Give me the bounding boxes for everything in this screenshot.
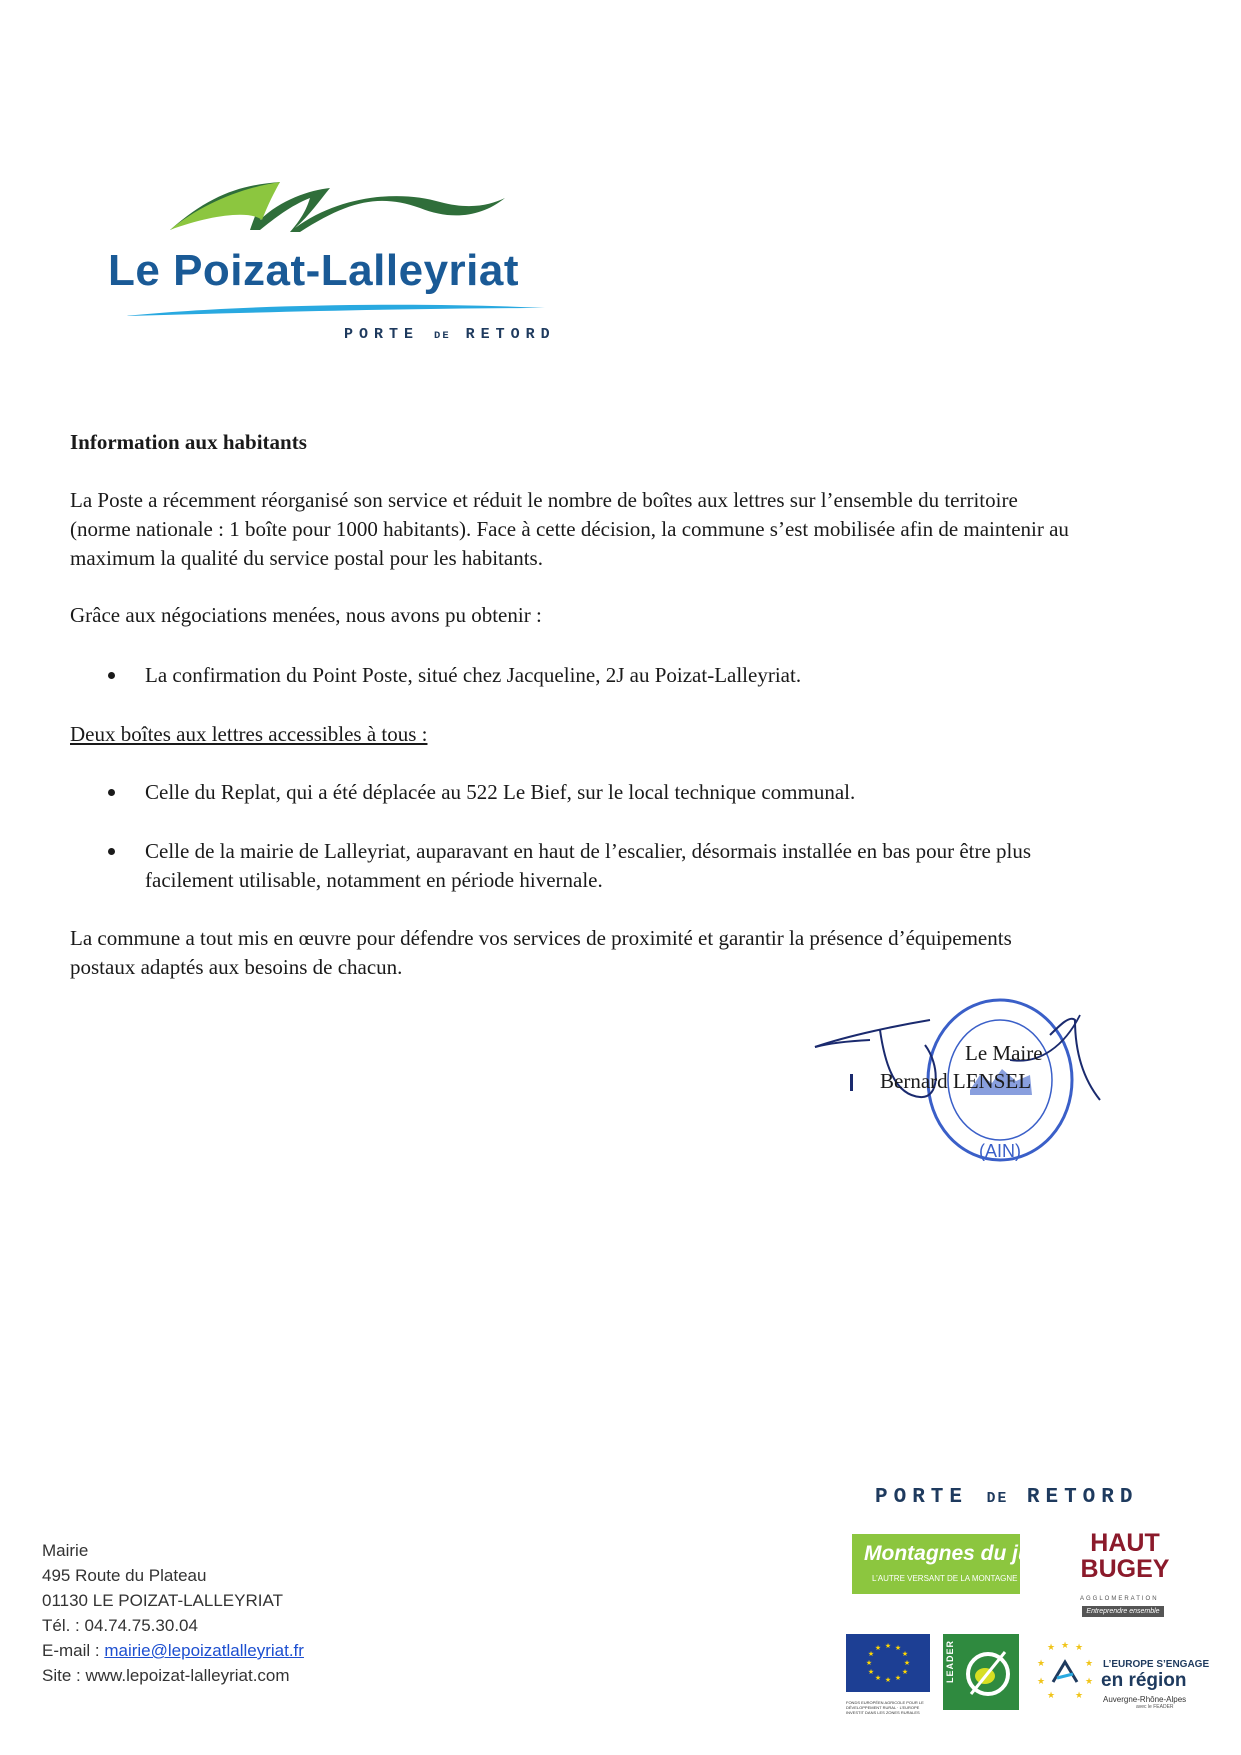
svg-text:★: ★ — [884, 1642, 892, 1650]
svg-text:★: ★ — [1084, 1659, 1094, 1669]
signatory-title: Le Maire — [965, 1041, 1043, 1065]
svg-text:(AIN): (AIN) — [979, 1141, 1021, 1161]
svg-text:★: ★ — [874, 1644, 882, 1652]
svg-text:★: ★ — [867, 1650, 875, 1658]
montagnes-name: Montagnes du jura — [864, 1542, 1051, 1565]
email-label: E-mail : — [42, 1641, 105, 1660]
paragraph-negotiations: Grâce aux négociations menées, nous avons pu obtenir : — [70, 603, 542, 627]
logo-title: Le Poizat-Lalleyriat — [108, 246, 520, 295]
paragraph-intro: La Poste a récemment réorganisé son service et réduit le nombre de boîtes aux lettres sur l’ensemble du territoire (norme nationale : 1 boîte pour 1000 habitants). Face à cette décision, la commune s’est mobilisée afin de maintenir au maximum la qualité du service postal pour les habitants. — [70, 488, 1069, 570]
bullet-icon — [108, 672, 115, 679]
svg-text:★: ★ — [901, 1668, 909, 1676]
svg-text:★: ★ — [1036, 1677, 1046, 1687]
water-swoosh-icon — [125, 300, 545, 322]
bullet-icon — [108, 848, 115, 855]
svg-text:★: ★ — [1084, 1677, 1094, 1687]
haut-bugey-logo — [1075, 1530, 1175, 1582]
footer-line-phone: Tél. : 04.74.75.30.04 — [42, 1616, 198, 1635]
svg-text:★: ★ — [1074, 1643, 1084, 1653]
footer-retord-text: RETORD — [1026, 1486, 1139, 1509]
footer-line-site: Site : www.lepoizat-lalleyriat.com — [42, 1666, 290, 1685]
tagline-de: DE — [434, 330, 451, 342]
tagline-porte: PORTE — [344, 326, 420, 343]
region-subtitle: Auvergne-Rhône-Alpes — [1103, 1695, 1187, 1704]
bugey-text: BUGEY — [1080, 1555, 1170, 1583]
letter-heading: Information aux habitants — [70, 430, 307, 454]
footer-porte-text: PORTE — [875, 1486, 969, 1509]
region-engage-text: L’EUROPE S’ENGAGE — [1103, 1659, 1210, 1670]
paragraph-conclusion: La commune a tout mis en œuvre pour défendre vos services de proximité et garantir la présence d’équipements postaux adaptés aux besoins de chacun. — [70, 926, 1012, 979]
svg-text:★: ★ — [1074, 1691, 1084, 1700]
footer-line-address: 495 Route du Plateau — [42, 1566, 207, 1585]
svg-text:★: ★ — [1046, 1643, 1056, 1653]
svg-text:★: ★ — [1046, 1691, 1056, 1700]
footer-line-email — [42, 1638, 304, 1663]
list-item: Celle du Replat, qui a été déplacée au 522 Le Bief, sur le local technique communal. — [145, 780, 856, 804]
region-stars-icon — [1035, 1640, 1095, 1700]
leader-logo — [943, 1634, 1019, 1710]
signatory-name: Bernard LENSEL — [880, 1069, 1032, 1093]
agglomeration-text: AGGLOMERATION — [1080, 1596, 1159, 1602]
leader-emblem-icon — [961, 1642, 1015, 1702]
svg-text:★: ★ — [894, 1674, 902, 1682]
logo-tagline — [344, 326, 556, 343]
list-item: Celle de la mairie de Lalleyriat, auparavant en haut de l’escalier, désormais installée en bas pour être plus facilement utilisable, notamment en période hivernale. — [145, 839, 1032, 892]
region-name-text: en région — [1101, 1670, 1187, 1691]
entreprendre-badge: Entreprendre ensemble — [1082, 1606, 1164, 1617]
eu-fund-caption: FONDS EUROPÉEN AGRICOLE POUR LE DÉVELOPPEMENT RURAL · L’EUROPE INVESTIT DANS LES ZONES RURALES — [846, 1700, 924, 1715]
montagnes-tagline: L’AUTRE VERSANT DE LA MONTAGNE — [872, 1574, 1018, 1583]
svg-text:★: ★ — [867, 1668, 875, 1676]
signature-mark — [850, 1074, 853, 1091]
subheading: Deux boîtes aux lettres accessibles à tous : — [70, 722, 428, 746]
leader-text: LEADER — [945, 1640, 955, 1684]
svg-text:★: ★ — [1060, 1641, 1070, 1651]
svg-text:★: ★ — [884, 1676, 892, 1684]
region-feder-text: avec le FEADER — [1136, 1704, 1174, 1710]
list-item: La confirmation du Point Poste, situé chez Jacqueline, 2J au Poizat-Lalleyriat. — [145, 663, 802, 687]
svg-text:★: ★ — [874, 1674, 882, 1682]
montagnes-du-jura-logo — [852, 1534, 1051, 1594]
email-link[interactable]: mairie@lepoizatlalleyriat.fr — [104, 1641, 304, 1660]
svg-text:★: ★ — [903, 1659, 911, 1667]
svg-text:★: ★ — [1036, 1659, 1046, 1669]
porte-de-retord-logo — [875, 1486, 1139, 1509]
footer-line-city: 01130 LE POIZAT-LALLEYRIAT — [42, 1591, 283, 1610]
footer-de-text: DE — [986, 1491, 1009, 1507]
mountains-logo-icon — [170, 170, 510, 250]
haut-text: HAUT — [1090, 1529, 1160, 1557]
bullet-icon — [108, 789, 115, 796]
svg-text:★: ★ — [901, 1650, 909, 1658]
svg-text:★: ★ — [865, 1659, 873, 1667]
svg-text:★: ★ — [894, 1644, 902, 1652]
tagline-retord: RETORD — [465, 326, 556, 343]
footer-line-mairie: Mairie — [42, 1541, 89, 1560]
eu-flag-icon — [846, 1634, 930, 1692]
